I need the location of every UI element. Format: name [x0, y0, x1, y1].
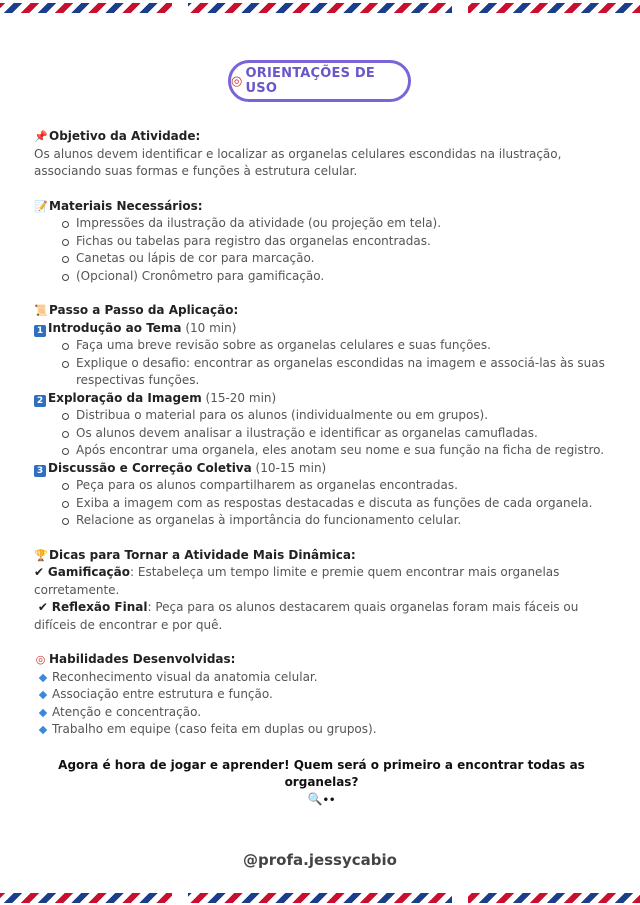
- bottom-airmail-border: [0, 893, 640, 903]
- objective-heading: Objetivo da Atividade:: [49, 129, 201, 143]
- scroll-icon: 📜: [34, 304, 48, 317]
- skills-section: [34, 651, 609, 739]
- target-icon: ◎: [35, 653, 46, 666]
- step-time: (10-15 min): [251, 460, 327, 475]
- checkmark-icon: ✔: [37, 600, 48, 614]
- closing-message: [34, 757, 609, 809]
- list-item: Exiba a imagem com as respostas destacadas e discuta as funções de cada organela.: [62, 495, 609, 513]
- list-item: Distribua o material para os alunos (individualmente ou em grupos).: [62, 407, 609, 425]
- list-item: Associação entre estrutura e função.: [40, 686, 609, 704]
- skills-heading: Habilidades Desenvolvidas:: [49, 652, 236, 666]
- step-number-badge: 1: [34, 325, 46, 337]
- step-title: Discussão e Correção Coletiva: [48, 460, 252, 475]
- title-badge: [228, 60, 411, 102]
- tip-item: [34, 599, 609, 634]
- list-item: Os alunos devem analisar a ilustração e identificar as organelas camufladas.: [62, 425, 609, 443]
- list-item: Relacione as organelas à importância do funcionamento celular.: [62, 512, 609, 530]
- magnifier-icon: 🔍: [307, 791, 323, 806]
- border-gap: [172, 891, 188, 905]
- page-title: ORIENTAÇÕES DE USO: [245, 66, 375, 96]
- materials-heading: Materiais Necessários:: [49, 198, 203, 213]
- border-gap: [172, 1, 188, 15]
- step-time: (15-20 min): [201, 390, 277, 405]
- step-number-badge: 3: [34, 465, 46, 477]
- step-2: [34, 390, 609, 460]
- step-1: [34, 320, 609, 390]
- tip-text: : Peça para os alunos destacarem quais organelas foram mais fáceis ou difíceis de encontrar e por quê.: [34, 600, 579, 632]
- author-handle: @profa.jessycabio: [243, 851, 397, 869]
- trophy-icon: 🏆: [34, 548, 48, 562]
- objective-section: [34, 128, 609, 181]
- closing-text: Agora é hora de jogar e aprender! Quem será o primeiro a encontrar todas as organelas?: [58, 757, 585, 789]
- steps-heading: Passo a Passo da Aplicação:: [49, 303, 239, 317]
- steps-section: [34, 302, 609, 530]
- top-airmail-border: [0, 3, 640, 13]
- eyes-icon: ••: [322, 794, 336, 806]
- list-item: Após encontrar uma organela, eles anotam seu nome e sua função na ficha de registro.: [62, 442, 609, 460]
- tips-heading: Dicas para Tornar a Atividade Mais Dinâmica:: [49, 547, 356, 562]
- border-gap: [452, 891, 468, 905]
- target-icon: ◎: [231, 73, 243, 89]
- pushpin-icon: 📌: [34, 130, 48, 143]
- step-title: Exploração da Imagem: [48, 390, 202, 405]
- list-item: Faça uma breve revisão sobre as organelas celulares e suas funções.: [62, 337, 609, 355]
- step-time: (10 min): [181, 320, 237, 335]
- notepad-icon: 📝: [34, 199, 48, 213]
- list-item: Atenção e concentração.: [40, 704, 609, 722]
- instructions-body: [34, 128, 609, 809]
- list-item: Reconhecimento visual da anatomia celular.: [40, 669, 609, 687]
- checkmark-icon: ✔: [34, 565, 45, 579]
- tip-text: : Estabeleça um tempo limite e premie quem encontrar mais organelas corretamente.: [34, 565, 560, 597]
- border-gap: [452, 1, 468, 15]
- list-item: Trabalho em equipe (caso feita em duplas ou grupos).: [40, 721, 609, 739]
- step-3: [34, 460, 609, 530]
- objective-text: Os alunos devem identificar e localizar as organelas celulares escondidas na ilustração, associando suas formas e funções à estrutura celular.: [34, 146, 562, 178]
- list-item: Fichas ou tabelas para registro das organelas encontradas.: [62, 233, 609, 251]
- list-item: Impressões da ilustração da atividade (ou projeção em tela).: [62, 215, 609, 233]
- tip-label: Gamificação: [47, 565, 131, 579]
- list-item: Canetas ou lápis de cor para marcação.: [62, 250, 609, 268]
- step-number-badge: 2: [34, 395, 46, 407]
- tips-section: [34, 547, 609, 635]
- tip-item: [34, 564, 609, 599]
- list-item: (Opcional) Cronômetro para gamificação.: [62, 268, 609, 286]
- materials-section: [34, 198, 609, 286]
- step-title: Introdução ao Tema: [48, 320, 182, 335]
- list-item: Peça para os alunos compartilharem as organelas encontradas.: [62, 477, 609, 495]
- list-item: Explique o desafio: encontrar as organelas escondidas na imagem e associá-las às suas respectivas funções.: [62, 355, 609, 390]
- tip-label: Reflexão Final: [51, 600, 148, 614]
